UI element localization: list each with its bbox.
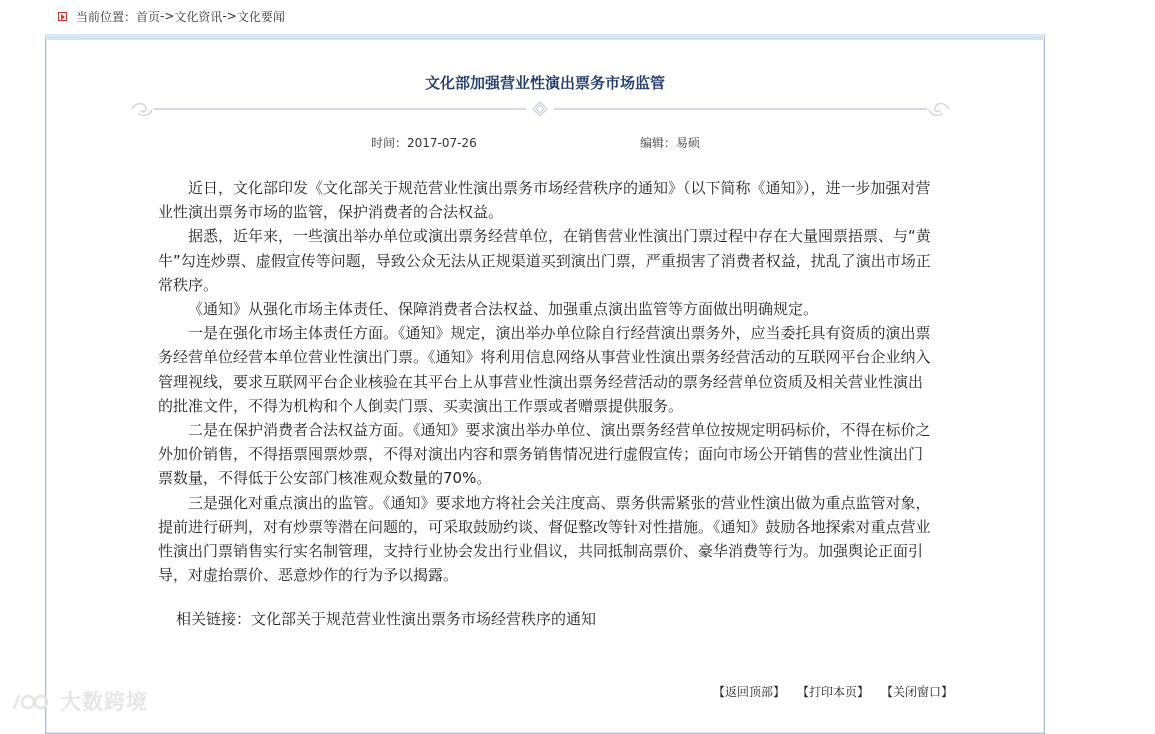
breadcrumb-separator: -> [160,9,175,23]
paragraph: 近日，文化部印发《文化部关于规范营业性演出票务市场经营秩序的通知》（以下简称《通知》），进一步加强对营业性演出票务市场的监管，保护消费者的合法权益。 [158,179,931,222]
editor-value: 易硕 [676,136,701,150]
editor-info [640,134,700,151]
breadcrumb [58,8,285,24]
publish-time [371,134,477,151]
paragraph: 《通知》从强化市场主体责任、保障消费者合法权益、加强重点演出监管等方面做出明确规定。 [188,300,819,319]
paragraph: 二是在保护消费者合法权益方面。《通知》要求演出举办单位、演出票务经营单位按规定明码标价，不得在标价之外加价销售，不得捂票囤票炒票，不得对演出内容和票务销售情况进行虚假宣传；面向市场公开销售的营业性演出门票数量，不得低于公安部门核准观众数量的70%。 [158,421,931,488]
watermark-logo-icon [10,688,54,714]
breadcrumb-culture-news-link[interactable]: 文化资讯 [174,9,223,24]
editor-label: 编辑： [640,136,677,150]
paragraph: 一是在强化市场主体责任方面。《通知》规定，演出举办单位除自行经营演出票务外，应当委托具有资质的演出票务经营单位经营本单位营业性演出门票。《通知》将利用信息网络从事营业性演出票务经营活动的互联网平台企业纳入管理视线，要求互联网平台企业核验在其平台上从事营业性演出票务经营活动的票务经营单位资质及相关营业性演出的批准文件，不得为机构和个人倒卖门票、买卖演出工作票或者赠票提供服务。 [158,324,931,415]
article-title: 文化部加强营业性演出票务市场监管 [424,74,665,92]
breadcrumb-separator: -> [222,9,237,23]
related-links [176,608,596,629]
watermark [10,686,148,716]
time-label: 时间： [371,136,408,150]
breadcrumb-culture-headlines-link[interactable]: 文化要闻 [236,9,285,24]
paragraph: 三是强化对重点演出的监管。《通知》要求地方将社会关注度高、票务供需紧张的营业性演出做为重点监管对象，提前进行研判，对有炒票等潜在问题的，可采取鼓励约谈、督促整改等针对性措施。《通知》鼓励各地探索对重点营业性演出门票销售实行实名制管理，支持行业协会发出行业倡议，共同抵制高票价、豪华消费等行为。加强舆论正面引导，对虚抬票价、恶意炒作的行为予以揭露。 [158,493,931,585]
title-divider-ornament [128,98,953,120]
breadcrumb-label: 当前位置： [76,9,137,24]
paragraph: 据悉，近年来，一些演出举办单位或演出票务经营单位，在销售营业性演出门票过程中存在大量囤票捂票、与“黄牛”勾连炒票、虚假宣传等问题，导致公众无法从正规渠道买到演出门票，严重损害了消费者权益，扰乱了演出市场正常秩序。 [158,227,931,294]
related-label: 相关链接： [176,610,252,628]
watermark-text: 大数跨境 [60,690,148,714]
back-to-top-link[interactable]: 【返回顶部】 [713,685,786,699]
related-link[interactable]: 文化部关于规范营业性演出票务市场经营秩序的通知 [251,610,597,628]
print-page-link[interactable]: 【打印本页】 [797,685,870,699]
arrow-right-icon [58,12,67,21]
page-actions [713,683,953,700]
time-value: 2017-07-26 [407,136,477,150]
close-window-link[interactable]: 【关闭窗口】 [881,685,954,699]
breadcrumb-home-link[interactable]: 首页 [136,9,161,24]
article-body [158,176,931,587]
